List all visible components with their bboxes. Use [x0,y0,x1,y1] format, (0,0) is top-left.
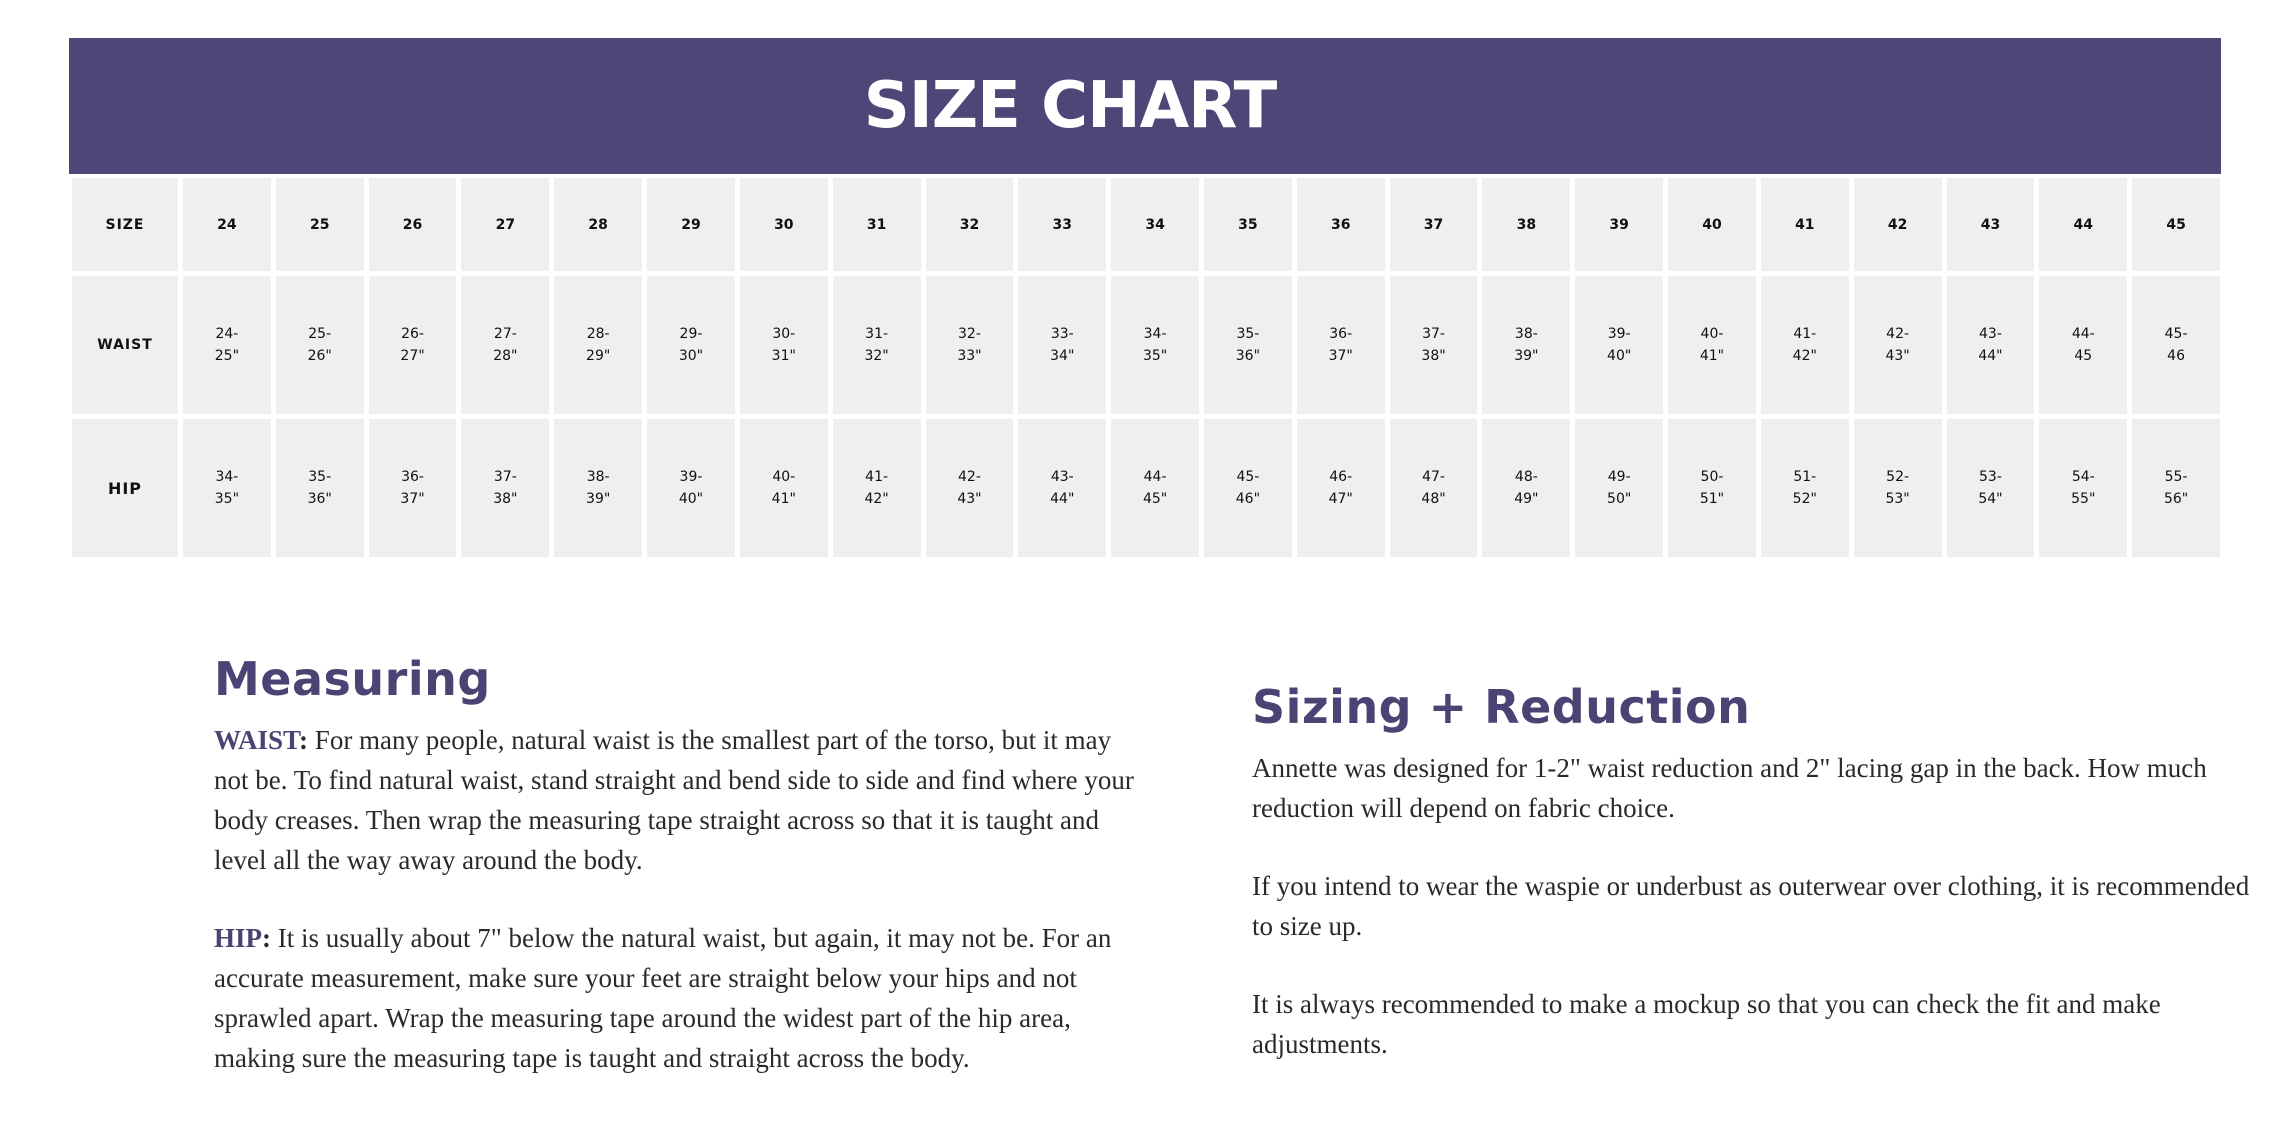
waist-cell: 36- 37" [1297,276,1385,414]
waist-cell: 35- 36" [1204,276,1292,414]
size-cell: 42 [1854,178,1942,271]
size-cell: 24 [183,178,271,271]
size-cell: 43 [1947,178,2035,271]
size-chart-table [72,178,2220,557]
hip-cell: 51- 52" [1761,419,1849,557]
hip-cell: 38- 39" [554,419,642,557]
hip-label: HIP [214,923,263,953]
waist-cell: 24- 25" [183,276,271,414]
size-cell: 29 [647,178,735,271]
hip-cell: 37- 38" [461,419,549,557]
waist-cell: 33- 34" [1018,276,1106,414]
size-cell: 44 [2039,178,2127,271]
size-cell: 36 [1297,178,1385,271]
measuring-section [214,652,1134,1116]
hip-cell: 47- 48" [1390,419,1478,557]
size-cell: 31 [833,178,921,271]
hip-cell: 44- 45" [1111,419,1199,557]
waist-cell: 32- 33" [926,276,1014,414]
waist-cell: 28- 29" [554,276,642,414]
waist-cell: 27- 28" [461,276,549,414]
hip-cell: 36- 37" [369,419,457,557]
hip-cell: 42- 43" [926,419,1014,557]
size-cell: 37 [1390,178,1478,271]
waist-cell: 43- 44" [1947,276,2035,414]
hip-cell: 41- 42" [833,419,921,557]
size-cell: 33 [1018,178,1106,271]
size-row-header: SIZE [72,178,178,271]
sizing-heading: Sizing + Reduction [1252,680,1751,734]
waist-cell: 31- 32" [833,276,921,414]
size-cell: 45 [2132,178,2220,271]
hip-cell: 46- 47" [1297,419,1385,557]
size-cell: 32 [926,178,1014,271]
hip-cell: 54- 55" [2039,419,2127,557]
size-cell: 27 [461,178,549,271]
waist-label: WAIST [214,725,300,755]
waist-cell: 39- 40" [1575,276,1663,414]
hip-cell: 40- 41" [740,419,828,557]
waist-cell: 45- 46 [2132,276,2220,414]
hip-instructions: HIP: It is usually about 7" below the natural waist, but again, it may not be. For an accurate measurement, make sure your feet are straight below your hips and not sprawled apart. Wrap the measuring tape around the widest part of the hip area, making sure the measuring tape is taught and straight across the body. [214,923,1112,1073]
hip-cell: 39- 40" [647,419,735,557]
waist-cell: 44- 45 [2039,276,2127,414]
sizing-paragraph-mockup: It is always recommended to make a mockup so that you can check the fit and make adjustments. [1252,989,2161,1059]
sizing-reduction-section [1252,680,2252,1102]
size-cell: 39 [1575,178,1663,271]
waist-cell: 37- 38" [1390,276,1478,414]
waist-cell: 34- 35" [1111,276,1199,414]
waist-cell: 29- 30" [647,276,735,414]
size-cell: 28 [554,178,642,271]
waist-cell: 30- 31" [740,276,828,414]
size-cell: 34 [1111,178,1199,271]
hip-cell: 45- 46" [1204,419,1292,557]
hip-cell: 49- 50" [1575,419,1663,557]
size-cell: 38 [1482,178,1570,271]
size-cell: 41 [1761,178,1849,271]
hip-cell: 52- 53" [1854,419,1942,557]
size-cell: 30 [740,178,828,271]
hip-cell: 35- 36" [276,419,364,557]
size-chart-banner [69,38,2221,174]
waist-cell: 42- 43" [1854,276,1942,414]
waist-text: For many people, natural waist is the smallest part of the torso, but it may not be. To find natural waist, stand straight and bend side to side and find where your body creases. Then wrap the measuring tape straight across so that it is taught and level all the way away around the body. [214,725,1134,875]
hip-text: It is usually about 7" below the natural waist, but again, it may not be. For an accurate measurement, make sure your feet are straight below your hips and not sprawled apart. Wrap the measuring tape around the widest part of the hip area, making sure the measuring tape is taught and straight across the body. [214,923,1112,1073]
hip-cell: 55- 56" [2132,419,2220,557]
size-cell: 25 [276,178,364,271]
waist-cell: 26- 27" [369,276,457,414]
waist-cell: 41- 42" [1761,276,1849,414]
sizing-paragraph-reduction: Annette was designed for 1-2" waist reduction and 2" lacing gap in the back. How much reduction will depend on fabric choice. [1252,753,2207,823]
size-cell: 40 [1668,178,1756,271]
size-cell: 35 [1204,178,1292,271]
page-title: SIZE CHART [863,69,1277,143]
waist-cell: 25- 26" [276,276,364,414]
hip-cell: 50- 51" [1668,419,1756,557]
hip-cell: 34- 35" [183,419,271,557]
measuring-heading: Measuring [214,652,491,706]
hip-row-header: HIP [72,419,178,557]
hip-cell: 43- 44" [1018,419,1106,557]
waist-cell: 38- 39" [1482,276,1570,414]
waist-cell: 40- 41" [1668,276,1756,414]
hip-cell: 53- 54" [1947,419,2035,557]
sizing-paragraph-outerwear: If you intend to wear the waspie or underbust as outerwear over clothing, it is recommended to size up. [1252,871,2250,941]
waist-instructions: WAIST: For many people, natural waist is the smallest part of the torso, but it may not be. To find natural waist, stand straight and bend side to side and find where your body creases. Then wrap the measuring tape straight across so that it is taught and level all the way away around the body. [214,725,1134,875]
waist-row-header: WAIST [72,276,178,414]
size-cell: 26 [369,178,457,271]
hip-cell: 48- 49" [1482,419,1570,557]
